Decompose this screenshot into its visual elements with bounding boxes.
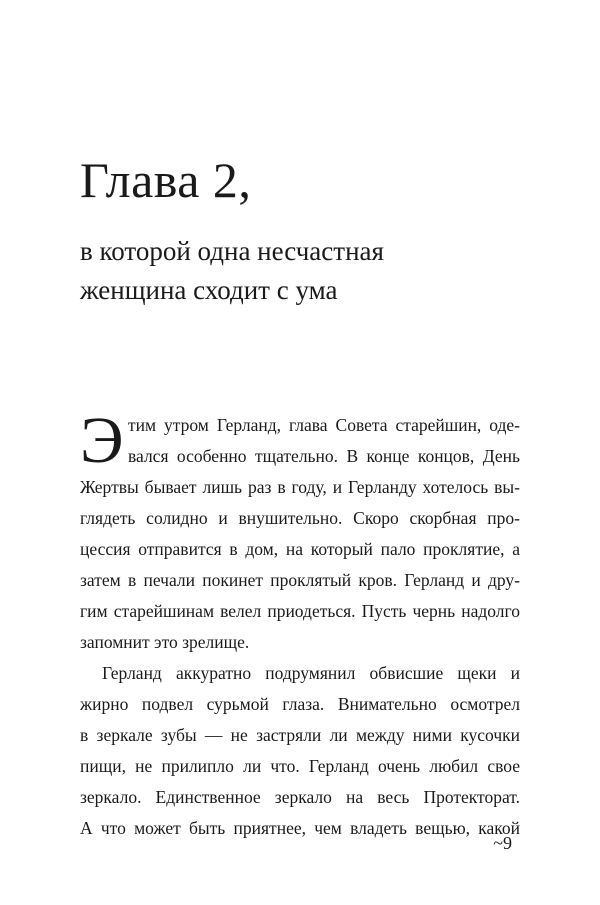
chapter-subtitle [80,232,384,310]
drop-cap: Э [80,404,124,477]
subtitle-line: женщина сходит с ума [80,275,338,305]
paragraph-1 [80,404,520,658]
text-line: вался особенно тщательно. В конце концов, День [128,446,520,466]
text-line: глядеть солидно и внушительно. Скоро скорбная про- [80,508,520,528]
text-line: тим утром Герланд, глава Совета старейшин, оде- [128,415,520,435]
paragraph-2 [80,658,520,844]
subtitle-line: в которой одна несчастная [80,236,384,266]
text-line: Герланд аккуратно подрумянил обвисшие щеки и [102,663,520,683]
text-line: запомнит это зрелище. [80,632,250,652]
text-line: жирно подвел сурьмой глаза. Внимательно осмотрел [80,694,520,714]
chapter-body [80,404,520,844]
text-line: гим старейшинам велел приодеться. Пусть чернь надолго [80,601,520,621]
text-line: А что может быть приятнее, чем владеть вещью, какой [80,818,520,838]
text-line: затем в печали покинет проклятый кров. Герланд и дру- [80,570,520,590]
text-line: в зеркале зубы — не застряли ли между ними кусочки [80,725,520,745]
page-number: ~9 [493,833,512,853]
text-line: цессия отправится в дом, на который пало проклятие, а [80,539,520,559]
text-line: пищи, не прилипло ли что. Герланд очень любил свое [80,756,520,776]
chapter-title: Глава 2, [80,152,252,208]
text-line: зеркало. Единственное зеркало на весь Протекторат. [80,787,520,807]
text-line: Жертвы бывает лишь раз в году, и Герланду хотелось вы- [80,477,520,497]
